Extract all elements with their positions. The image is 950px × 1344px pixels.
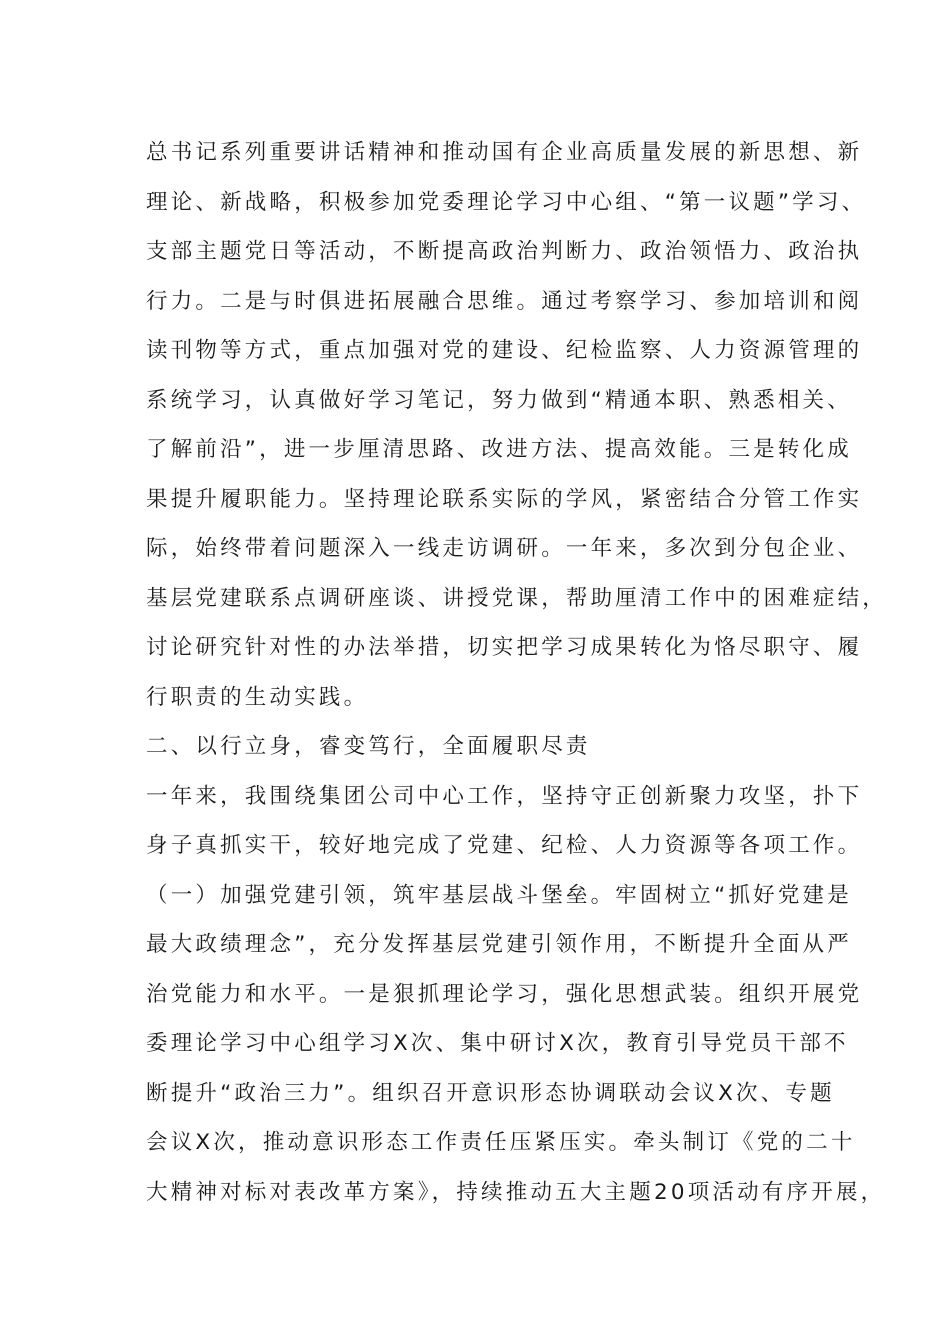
body-line: 基层党建联系点调研座谈、讲授党课，帮助厘清工作中的困难症结， xyxy=(146,585,888,611)
body-line: 读刊物等方式，重点加强对党的建设、纪检监察、人力资源管理的 xyxy=(146,338,863,363)
body-line: 果提升履职能力。坚持理论联系实际的学风，紧密结合分管工作实 xyxy=(146,486,863,512)
body-line: 系统学习，认真做好学习笔记，努力做到“精通本职、熟悉相关、 xyxy=(146,387,852,413)
document-body xyxy=(146,128,888,1217)
body-line: 际，始终带着问题深入一线走访调研。一年来，多次到分包企业、 xyxy=(146,536,863,561)
body-line: 大精神对标对表改革方案》，持续推动五大主题20项活动有序开展， xyxy=(146,1179,886,1205)
body-line: 支部主题党日等活动，不断提高政治判断力、政治领悟力、政治执 xyxy=(146,239,863,264)
body-line: 最大政绩理念”，充分发挥基层党建引领作用，不断提升全面从严 xyxy=(146,932,852,957)
body-line: 身子真抓实干，较好地完成了党建、纪检、人力资源等各项工作。 xyxy=(146,833,863,858)
body-line: 了解前沿”，进一步厘清思路、改进方法、提高效能。三是转化成 xyxy=(146,437,852,462)
subsection-line: （一）加强党建引领，筑牢基层战斗堡垒。牢固树立“抓好党建是 xyxy=(146,882,852,908)
body-line: 一年来，我围绕集团公司中心工作，坚持守正创新聚力攻坚，扑下 xyxy=(146,783,863,809)
body-line: 断提升“政治三力”。组织召开意识形态协调联动会议X次、专题 xyxy=(146,1080,835,1106)
body-line: 行职责的生动实践。 xyxy=(146,684,369,710)
body-line: 委理论学习中心组学习X次、集中研讨X次，教育引导党员干部不 xyxy=(146,1031,849,1056)
body-line: 理论、新战略，积极参加党委理论学习中心组、“第一议题”学习、 xyxy=(146,189,867,215)
body-line: 讨论研究针对性的办法举措，切实把学习成果转化为恪尽职守、履 xyxy=(146,635,863,660)
body-line: 会议X次，推动意识形态工作责任压紧压实。牵头制订《党的二十 xyxy=(146,1130,856,1155)
body-line: 行力。二是与时俱进拓展融合思维。通过考察学习、参加培训和阅 xyxy=(146,288,863,314)
body-line: 总书记系列重要讲话精神和推动国有企业高质量发展的新思想、新 xyxy=(146,140,863,165)
body-line: 治党能力和水平。一是狠抓理论学习，强化思想武装。组织开展党 xyxy=(146,981,863,1007)
section-heading: 二、以行立身，睿变笃行，全面履职尽责 xyxy=(146,734,591,759)
